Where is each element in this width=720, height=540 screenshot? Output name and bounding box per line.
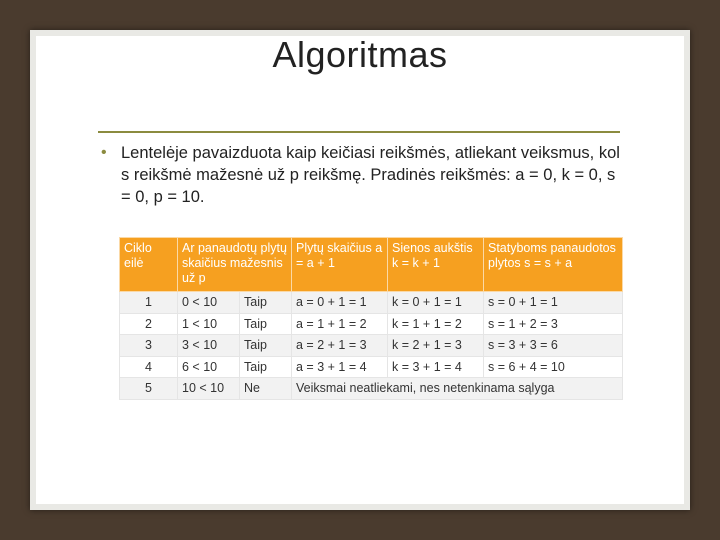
cell-a: a = 1 + 1 = 2 [292, 313, 388, 335]
algorithm-table [119, 237, 623, 400]
cell-answer: Ne [240, 378, 292, 400]
slide-title: Algoritmas [272, 34, 448, 75]
table-row [120, 356, 623, 378]
cell-comparison: 1 < 10 [178, 313, 240, 335]
cell-k: k = 0 + 1 = 1 [388, 292, 484, 314]
bullet-text: Lentelėje pavaizduota kaip keičiasi reikšmės, atliekant veiksmus, kol s reikšmė mažesnė už p reikšmę. Pradinės reikšmės: a = 0, k = 0, s = 0, p = 10. [121, 144, 620, 206]
title-divider [98, 131, 620, 133]
cell-cycle: 2 [120, 313, 178, 335]
cell-s: s = 0 + 1 = 1 [484, 292, 623, 314]
table-row [120, 335, 623, 357]
cell-comparison: 0 < 10 [178, 292, 240, 314]
bullet-paragraph [100, 142, 620, 208]
cell-s: s = 3 + 3 = 6 [484, 335, 623, 357]
cell-cycle: 3 [120, 335, 178, 357]
cell-a: a = 3 + 1 = 4 [292, 356, 388, 378]
cell-comparison: 3 < 10 [178, 335, 240, 357]
cell-note: Veiksmai neatliekami, nes netenkinama sąlyga [292, 378, 623, 400]
cell-a: a = 2 + 1 = 3 [292, 335, 388, 357]
cell-k: k = 2 + 1 = 3 [388, 335, 484, 357]
cell-answer: Taip [240, 335, 292, 357]
header-bricks: Plytų skaičius a = a + 1 [292, 238, 388, 292]
header-cycle: Ciklo eilė [120, 238, 178, 292]
cell-k: k = 3 + 1 = 4 [388, 356, 484, 378]
cell-s: s = 1 + 2 = 3 [484, 313, 623, 335]
table-row [120, 313, 623, 335]
cell-comparison: 6 < 10 [178, 356, 240, 378]
cell-k: k = 1 + 1 = 2 [388, 313, 484, 335]
cell-a: a = 0 + 1 = 1 [292, 292, 388, 314]
cell-answer: Taip [240, 356, 292, 378]
header-used-bricks: Statyboms panaudotos plytos s = s + a [484, 238, 623, 292]
table-row [120, 378, 623, 400]
table-header-row [120, 238, 623, 292]
table-row [120, 292, 623, 314]
cell-cycle: 4 [120, 356, 178, 378]
bullet-dot-icon: • [101, 144, 107, 161]
cell-comparison: 10 < 10 [178, 378, 240, 400]
header-wall-height: Sienos aukštis k = k + 1 [388, 238, 484, 292]
header-condition: Ar panaudotų plytų skaičius mažesnis už p [178, 238, 292, 292]
cell-cycle: 1 [120, 292, 178, 314]
cell-s: s = 6 + 4 = 10 [484, 356, 623, 378]
cell-cycle: 5 [120, 378, 178, 400]
cell-answer: Taip [240, 313, 292, 335]
cell-answer: Taip [240, 292, 292, 314]
